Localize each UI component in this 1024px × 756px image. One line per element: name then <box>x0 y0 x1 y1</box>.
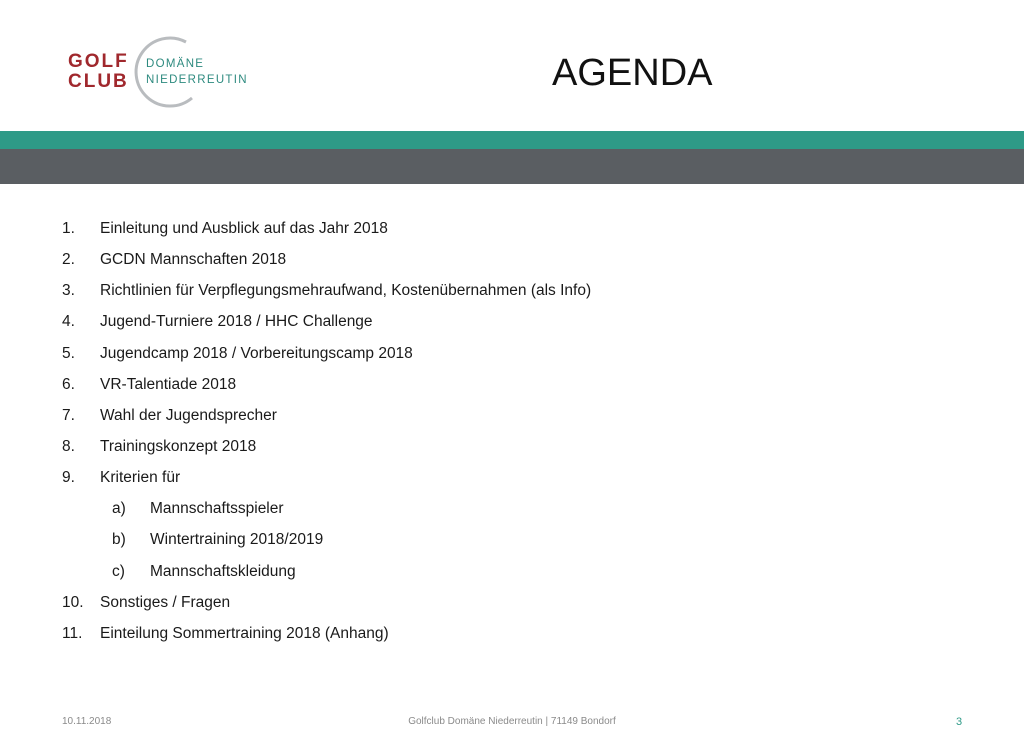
agenda-subitem-text: Mannschaftsspieler <box>150 500 284 518</box>
header-band-teal <box>0 131 1024 149</box>
logo-sub-domaene: DOMÄNE <box>146 58 205 70</box>
agenda-item <box>0 462 1024 493</box>
logo-line-golf: GOLF <box>68 51 129 72</box>
agenda-item-text: GCDN Mannschaften 2018 <box>100 251 287 269</box>
agenda-item-number: 11. <box>62 624 83 642</box>
agenda-item <box>0 618 1024 649</box>
agenda-subitem-letter: b) <box>112 531 126 549</box>
agenda-item-number: 2. <box>62 251 75 269</box>
agenda-item <box>0 244 1024 275</box>
footer-date: 10.11.2018 <box>62 716 112 727</box>
agenda-item-number: 10. <box>62 593 84 611</box>
agenda-item <box>0 587 1024 618</box>
agenda-item-text: Richtlinien für Verpflegungsmehraufwand, Kostenübernahmen (als Info) <box>100 282 592 300</box>
logo-wordmark <box>68 52 129 92</box>
agenda-item-number: 7. <box>62 406 75 424</box>
page-title: AGENDA <box>552 52 713 94</box>
agenda-item <box>0 275 1024 306</box>
agenda-item <box>0 213 1024 244</box>
agenda-item <box>0 338 1024 369</box>
agenda-item-text: VR-Talentiade 2018 <box>100 375 237 393</box>
agenda-item-text: Wahl der Jugendsprecher <box>100 406 277 424</box>
footer-page-number: 3 <box>956 716 963 728</box>
agenda-item-number: 5. <box>62 344 75 362</box>
agenda-item-text: Einteilung Sommertraining 2018 (Anhang) <box>100 624 389 642</box>
agenda-item-number: 3. <box>62 282 75 300</box>
logo-line-club: CLUB <box>68 71 129 92</box>
footer-organization: Golfclub Domäne Niederreutin | 71149 Bondorf <box>408 716 616 727</box>
agenda-item-number: 6. <box>62 375 75 393</box>
agenda-item-text: Jugend-Turniere 2018 / HHC Challenge <box>100 313 373 331</box>
agenda-item-number: 8. <box>62 437 75 455</box>
agenda-item-text: Kriterien für <box>100 469 181 487</box>
agenda-subitem-letter: a) <box>112 500 126 518</box>
agenda-list <box>0 213 1024 649</box>
agenda-item-number: 9. <box>62 469 75 487</box>
agenda-subitem-letter: c) <box>112 562 125 580</box>
agenda-subitem-text: Mannschaftskleidung <box>150 562 296 580</box>
agenda-item-text: Sonstiges / Fragen <box>100 593 231 611</box>
agenda-subitem <box>0 493 1024 524</box>
agenda-item <box>0 306 1024 337</box>
header-band-gray <box>0 149 1024 184</box>
agenda-subitem <box>0 524 1024 555</box>
agenda-item <box>0 431 1024 462</box>
agenda-item-text: Jugendcamp 2018 / Vorbereitungscamp 2018 <box>100 344 413 362</box>
agenda-item-text: Trainingskonzept 2018 <box>100 437 257 455</box>
agenda-subitem <box>0 556 1024 587</box>
agenda-item-number: 1. <box>62 220 75 237</box>
agenda-item-text: Einleitung und Ausblick auf das Jahr 2018 <box>100 220 388 237</box>
agenda-item <box>0 369 1024 400</box>
logo-sub-niederreutin: NIEDERREUTIN <box>146 74 248 86</box>
agenda-subitem-text: Wintertraining 2018/2019 <box>150 531 324 549</box>
agenda-item-number: 4. <box>62 313 75 331</box>
logo-subtitle <box>146 56 248 88</box>
golfclub-logo <box>64 34 264 112</box>
agenda-item <box>0 400 1024 431</box>
